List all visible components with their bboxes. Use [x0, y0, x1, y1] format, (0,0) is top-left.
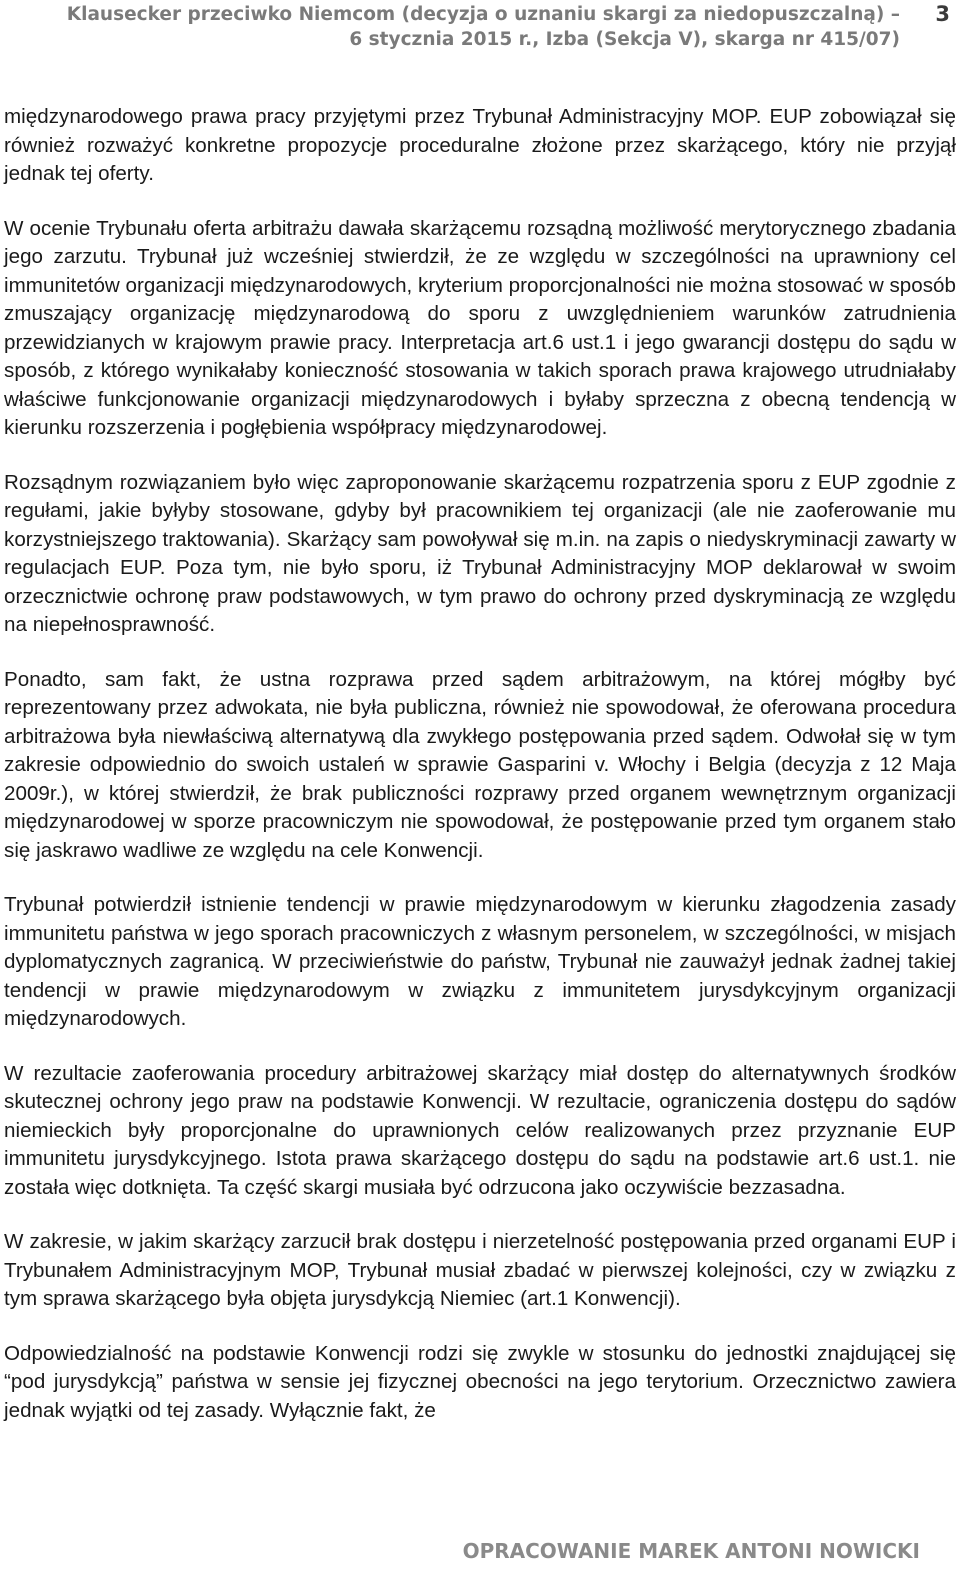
paragraph-5: Trybunał potwierdził istnienie tendencji w prawie międzynarodowym w kierunku złagodzenia zasady immunitetu państwa w jego sporach pracowniczych z własnym personelem, w szczególności, w misjach dyplomatycznych zagranicą. W przeciwieństwie do państw, Trybunał nie zauważył jednak żadnej takiej tendencji w prawie międzynarodowym w związku z immunitetem jurysdykcyjnym organizacji międzynarodowych.: [4, 893, 956, 1030]
page-number: 3: [935, 2, 950, 26]
running-header-line-2: 6 stycznia 2015 r., Izba (Sekcja V), skarga nr 415/07): [349, 29, 900, 50]
document-body: [4, 103, 956, 1451]
running-header-line-1: Klausecker przeciwko Niemcom (decyzja o uznaniu skargi za niedopuszczalną) –: [66, 4, 900, 25]
page-header: [0, 0, 960, 62]
paragraph-3: Rozsądnym rozwiązaniem było więc zaproponowanie skarżącemu rozpatrzenia sporu z EUP zgodnie z regułami, jakie byłyby stosowane, gdyby był pracownikiem tej organizacji (ale nie zaoferowanie mu korzystniejszego traktowania). Skarżący sam powoływał się m.in. na zapis o niedyskryminacji zawarty w regulacjach EUP. Poza tym, nie było sporu, iż Trybunał Administracyjny MOP deklarował w swoim orzecznictwie ochronę praw podstawowych, w tym prawo do ochrony przed dyskryminacją ze względu na niepełnosprawność.: [4, 470, 956, 636]
paragraph-6: W rezultacie zaoferowania procedury arbitrażowej skarżący miał dostęp do alternatywnych środków skutecznej ochrony jego praw na podstawie Konwencji. W rezultacie, ograniczenia dostępu do sądów niemieckich były proporcjonalne do uprawnionych celów realizowanych przez przyznanie EUP immunitetu jurysdykcyjnego. Istota prawa skarżącego dostępu do sądu na podstawie art.6 ust.1. nie została więc dotknięta. Ta część skargi musiała być odrzucona jako oczywiście bezzasadna.: [4, 1061, 956, 1199]
paragraph-4: Ponadto, sam fakt, że ustna rozprawa przed sądem arbitrażowym, na której mógłby być reprezentowany przez adwokata, nie była publiczna, również nie spowodował, że oferowana procedura arbitrażowa była niewłaściwą alternatywą dla zwykłego postępowania przed sądem. Odwołał się w tym zakresie odpowiednio do swoich ustaleń w sprawie Gasparini v. Włochy i Belgia (decyzja z 12 Maja 2009r.), w której stwierdził, że brak publiczności rozprawy przed organem wewnętrznym organizacji międzynarodowej w sporze pracowniczym nie spowodował, że postępowanie przed tym organem stało się jaskrawo wadliwe ze względu na cele Konwencji.: [4, 667, 956, 862]
paragraph-7: W zakresie, w jakim skarżący zarzucił brak dostępu i nierzetelność postępowania przed organami EUP i Trybunałem Administracyjnym MOP, Trybunał musiał zbadać w pierwszej kolejności, czy w związku z tym sprawa skarżącego była objęta jurysdykcją Niemiec (art.1 Konwencji).: [4, 1230, 956, 1310]
paragraph-2: W ocenie Trybunału oferta arbitrażu dawała skarżącemu rozsądną możliwość merytorycznego zbadania jego zarzutu. Trybunał już wcześniej stwierdził, że ze względu w szczególności na uprawniony cel immunitetów organizacji międzynarodowych, kryterium proporcjonalności nie można stosować w sposób zmuszający organizację międzynarodową do sporu z uwzględnieniem warunków zatrudnienia przewidzianych w krajowym prawie pracy. Interpretacja art.6 ust.1 i jego gwarancji dostępu do sądu w sposób, z którego wynikałaby konieczność stosowania w takich sporach prawa krajowego utrudniałaby właściwe funkcjonowanie organizacji międzynarodowych i byłaby sprzeczna z obecną tendencją w kierunku rozszerzenia i pogłębienia współpracy międzynarodowej.: [4, 216, 956, 439]
page-footer: OPRACOWANIE MAREK ANTONI NOWICKI: [462, 1539, 920, 1563]
running-header-title: [67, 2, 900, 52]
paragraph-1: międzynarodowego prawa pracy przyjętymi przez Trybunał Administracyjny MOP. EUP zobowiązał się również rozważyć konkretne propozycje proceduralne złożone przez skarżącego, który nie przyjął jednak tej oferty.: [4, 105, 956, 185]
paragraph-8: Odpowiedzialność na podstawie Konwencji rodzi się zwykle w stosunku do jednostki znajdującej się “pod jurysdykcją” państwa w sensie jej fizycznej obecności na jego terytorium. Orzecznictwo zawiera jednak wyjątki od tej zasady. Wyłącznie fakt, że: [4, 1341, 956, 1422]
